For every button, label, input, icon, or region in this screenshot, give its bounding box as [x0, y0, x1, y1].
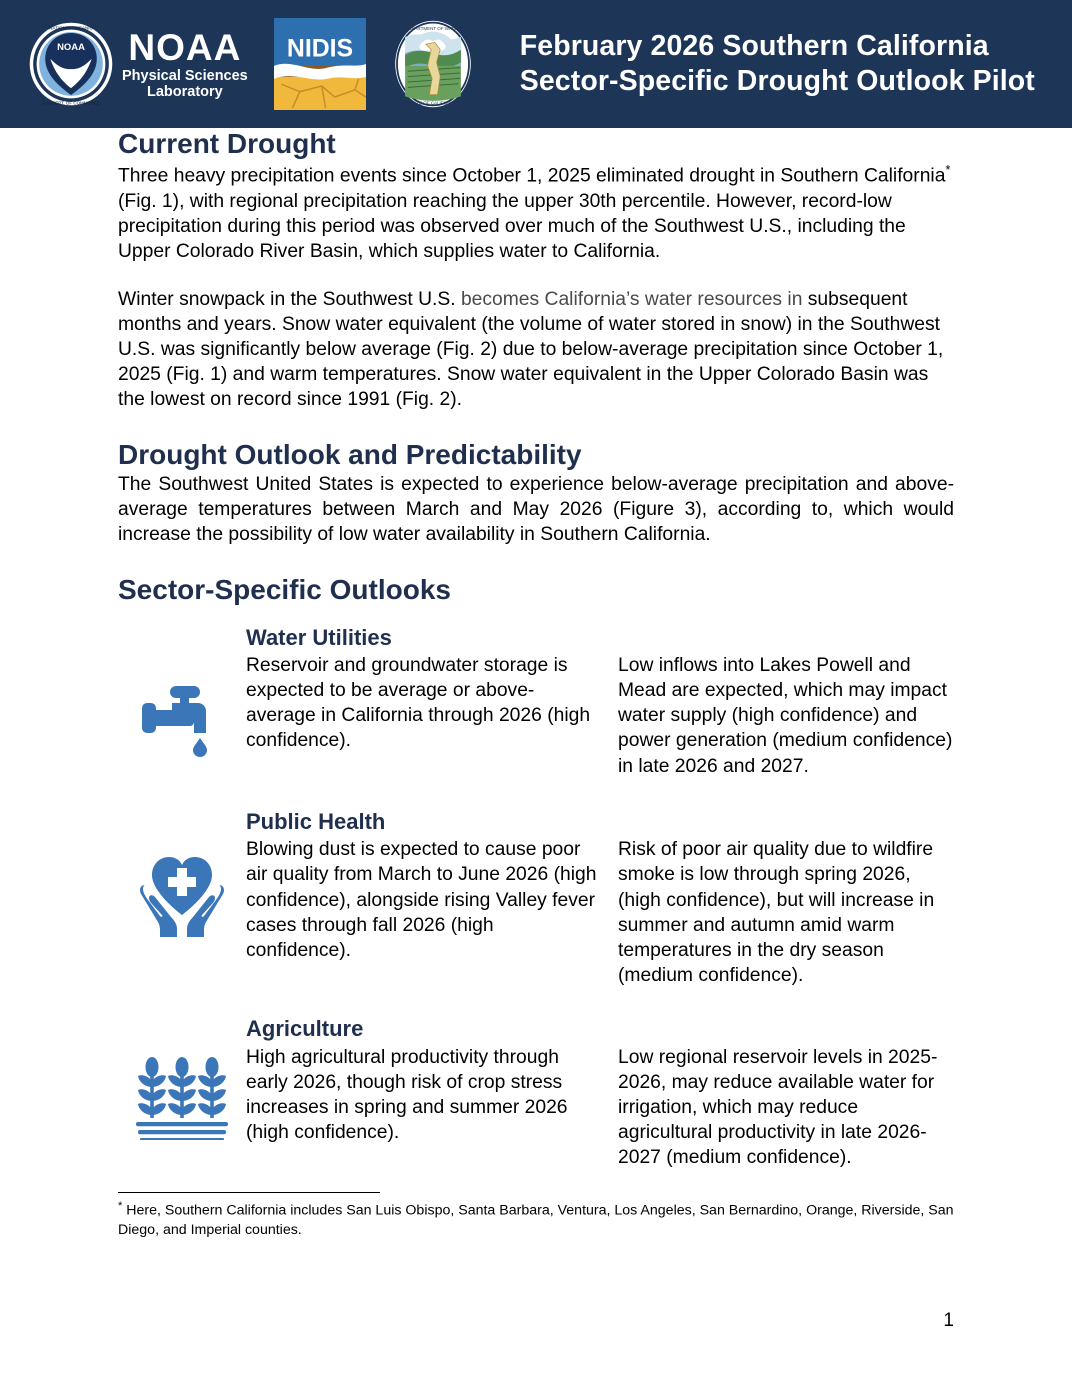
sector-title-water-utilities: Water Utilities: [246, 624, 392, 650]
footnote-marker-inline: *: [945, 163, 951, 178]
sector-icon-wrap-public-health: [118, 809, 246, 939]
cd-p2-part-b: subsequent months and years. Snow water equivalent (the volume of water stored in snow) in the Southwest U.S. was significantly below average (Fig. 2) due to below-average precipitation since October 1, 2025 (Fig. 1) and warm temperatures. Snow water equivalent in the Upper Colorado Basin was the lowest on record since 1991 (Fig. 2).: [118, 289, 944, 411]
heading-current-drought: Current Drought: [118, 128, 336, 159]
svg-text:NATIONAL OCEANIC: NATIONAL OCEANIC: [49, 25, 93, 31]
page-title-line1: February 2026 Southern California: [519, 30, 989, 63]
noaa-logo: [28, 21, 248, 107]
paragraph-spacer: [118, 264, 954, 286]
sector-left-column-agriculture: [246, 1045, 618, 1146]
sector-left-column-water-utilities: [246, 653, 618, 754]
wheat-field-icon: [136, 1054, 228, 1140]
cd-p2-gray-phrase: becomes California’s water resources in: [460, 289, 803, 311]
cd-p1-part-b: (Fig. 1), with regional precipitation reaching the upper 30th percentile. However, record-low precipitation during this period was observed over much of the Southwest U.S., including the Upper Colorado River Basin, which supplies water to California.: [118, 190, 906, 262]
spacer-between-sectors-2: [118, 988, 954, 1016]
spacer-before-sectors: [118, 607, 954, 625]
sector-left-text-water-utilities: Reservoir and groundwater storage is expected to be average or above-average in California through 2026 (high confidence).: [246, 654, 591, 752]
sector-title-public-health: Public Health: [246, 808, 386, 834]
sector-title-agriculture: Agriculture: [246, 1016, 364, 1042]
noaa-wordmark: [122, 26, 248, 100]
section-spacer: [118, 413, 954, 439]
sector-body-water-utilities: [246, 625, 954, 779]
sector-columns-water-utilities: [246, 653, 954, 779]
sector-right-text-water-utilities: Low inflows into Lakes Powell and Mead are expected, which may impact water supply (high confidence) and power generation (medium confidence) in late 2026 and 2027.: [618, 654, 953, 777]
spacer-before-footnote: [118, 1170, 954, 1192]
footnote-text: Here, Southern California includes San Luis Obispo, Santa Barbara, Ventura, Los Angeles, San Bernardino, Orange, Riverside, San Diego, and Imperial counties.: [118, 1203, 954, 1239]
cd-p2-part-a: Winter snowpack in the Southwest U.S.: [118, 289, 461, 311]
noaa-seal-icon: [28, 21, 114, 107]
noaa-line2: Physical Sciences: [122, 67, 248, 84]
sector-left-text-public-health: Blowing dust is expected to cause poor air quality from March to June 2026 (high confidence), alongside rising Valley fever cases through fall 2026 (high confidence).: [246, 839, 597, 961]
california-dwr-seal-icon: [388, 19, 478, 109]
svg-text:DEPARTMENT OF WATER: DEPARTMENT OF WATER: [405, 25, 461, 31]
svg-text:U.S. DEPT. OF COMMERCE: U.S. DEPT. OF COMMERCE: [42, 100, 100, 106]
svg-text:NOAA: NOAA: [57, 42, 85, 54]
sector-left-column-public-health: [246, 837, 618, 963]
svg-text:NIDIS: NIDIS: [286, 35, 353, 63]
sector-body-public-health: [246, 809, 954, 988]
sector-public-health: [118, 809, 954, 988]
paragraph-current-drought-2: [118, 288, 954, 412]
noaa-name: NOAA: [128, 26, 242, 68]
document-body: [0, 128, 1072, 1240]
nidis-logo-icon: [274, 18, 366, 110]
sector-right-column-agriculture: [618, 1045, 954, 1171]
sector-icon-wrap-agriculture: [118, 1016, 246, 1140]
sector-water-utilities: [118, 625, 954, 779]
faucet-icon: [140, 683, 224, 757]
sector-icon-wrap-water-utilities: [118, 625, 246, 757]
heading-drought-outlook: Drought Outlook and Predictability: [118, 438, 582, 470]
page-title: [520, 29, 1035, 99]
paragraph-current-drought-1: [118, 162, 954, 264]
sector-right-text-public-health: Risk of poor air quality due to wildfire smoke is low through spring 2026, (high confidence), but will increase in summer and autumn amid warm temperatures in the dry season (medium confidence).: [618, 839, 935, 987]
sector-columns-public-health: [246, 837, 954, 988]
heading-sector-specific-outlooks: Sector-Specific Outlooks: [118, 574, 451, 606]
sector-agriculture: [118, 1016, 954, 1170]
section-spacer-2: [118, 548, 954, 574]
sector-body-agriculture: [246, 1016, 954, 1170]
sector-right-text-agriculture: Low regional reservoir levels in 2025-2026, may reduce available water for irrigation, which may reduce agricultural productivity in late 2026-2027 (medium confidence).: [618, 1046, 938, 1169]
footnote-separator: [118, 1192, 380, 1193]
sector-right-column-public-health: [618, 837, 954, 988]
svg-text:STATE OF CALIFORNIA: STATE OF CALIFORNIA: [407, 100, 458, 106]
footnote: [118, 1199, 954, 1240]
cd-p1-part-a: Three heavy precipitation events since October 1, 2025 eliminated drought in Southern California: [118, 165, 946, 187]
footnote-marker: *: [118, 1200, 123, 1213]
spacer-between-sectors-1: [118, 779, 954, 809]
paragraph-drought-outlook: The Southwest United States is expected to experience below-average precipitation and above-average temperatures between March and May 2026 (Figure 3), according to, which would increase the possibility of low water availability in Southern California.: [118, 474, 954, 546]
page-header-banner: [0, 0, 1072, 128]
sector-columns-agriculture: [246, 1045, 954, 1171]
noaa-line3: Laboratory: [147, 84, 223, 100]
sector-left-text-agriculture: High agricultural productivity through early 2026, though risk of crop stress increases in spring and summer 2026 (high confidence).: [246, 1046, 568, 1144]
page-number: 1: [943, 1310, 954, 1331]
page-title-line2: Sector-Specific Drought Outlook Pilot: [519, 65, 1035, 97]
sector-right-column-water-utilities: [618, 653, 954, 779]
heart-in-hands-icon: [139, 851, 225, 939]
